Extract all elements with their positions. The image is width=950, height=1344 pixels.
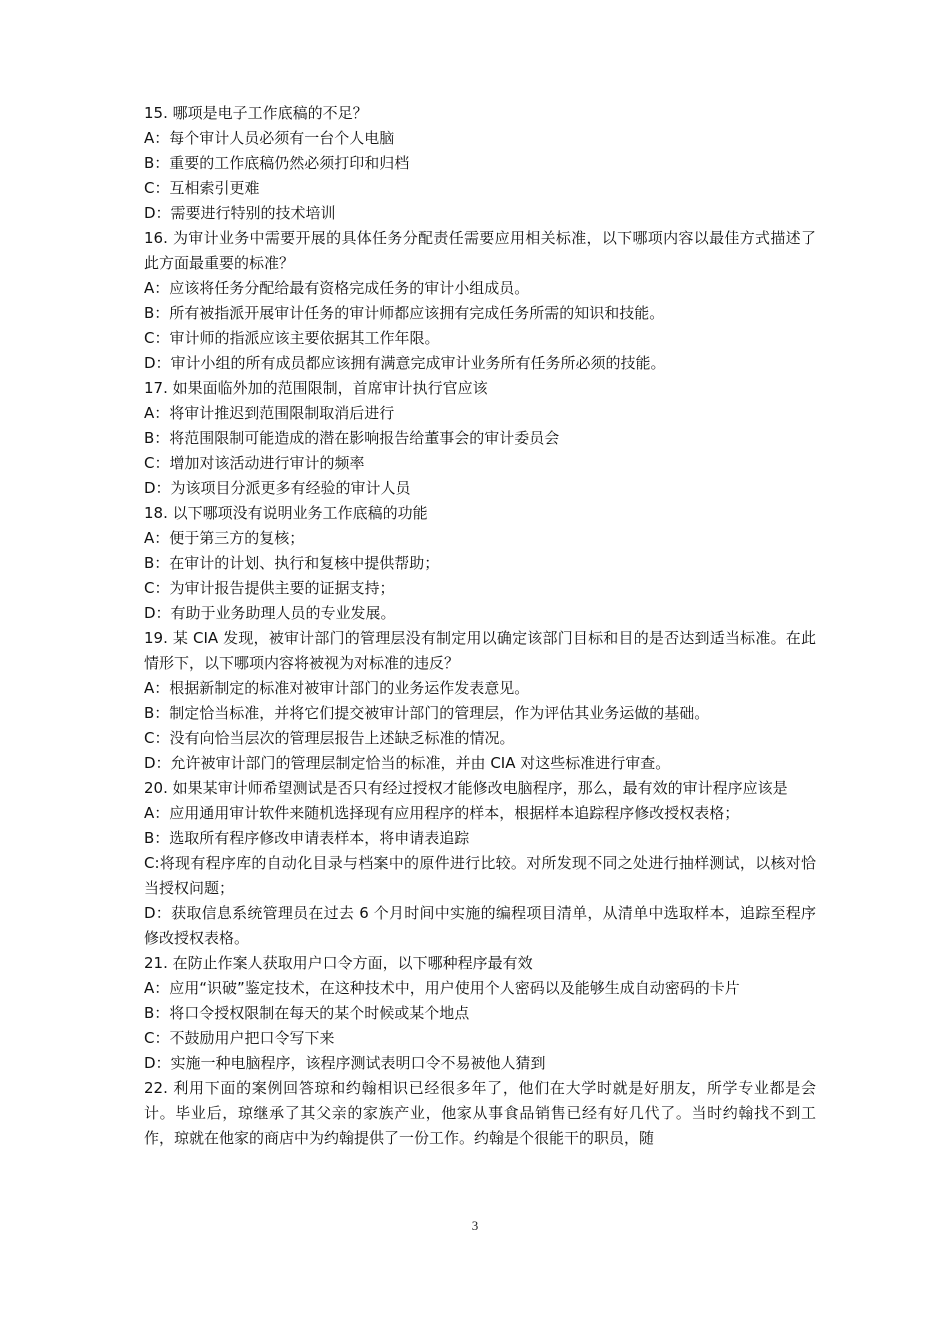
text-line: 16. 为审计业务中需要开展的具体任务分配责任需要应用相关标准，以下哪项内容以最佳方式描述了此方面最重要的标准？ [144, 229, 816, 272]
text-line: A：将审计推迟到范围限制取消后进行 [144, 404, 395, 422]
text-line: C：增加对该活动进行审计的频率 [144, 454, 365, 472]
text-line: A：应用“识破”鉴定技术，在这种技术中，用户使用个人密码以及能够生成自动密码的卡片 [144, 979, 740, 997]
text-line: A：应该将任务分配给最有资格完成任务的审计小组成员。 [144, 279, 530, 297]
text-line: 19. 某 CIA 发现，被审计部门的管理层没有制定用以确定该部门目标和目的是否达到适当标准。在此情形下，以下哪项内容将被视为对标准的违反？ [144, 629, 816, 672]
text-line: C：为审计报告提供主要的证据支持； [144, 579, 395, 597]
text-line: A：便于第三方的复核； [144, 529, 305, 547]
text-line: C:将现有程序库的自动化目录与档案中的原件进行比较。对所发现不同之处进行抽样测试，以核对恰当授权问题； [144, 854, 816, 897]
text-line: 21. 在防止作案人获取用户口令方面，以下哪种程序最有效 [144, 954, 533, 972]
text-line: A：根据新制定的标准对被审计部门的业务运作发表意见。 [144, 679, 530, 697]
text-line: C：不鼓励用户把口令写下来 [144, 1029, 335, 1047]
text-line: A：每个审计人员必须有一台个人电脑 [144, 129, 395, 147]
text-line: A：应用通用审计软件来随机选择现有应用程序的样本，根据样本追踪程序修改授权表格； [144, 804, 740, 822]
text-line: D：需要进行特别的技术培训 [144, 204, 336, 222]
text-line: 20. 如果某审计师希望测试是否只有经过授权才能修改电脑程序，那么，最有效的审计程序应该是 [144, 779, 788, 797]
text-line: D：允许被审计部门的管理层制定恰当的标准，并由 CIA 对这些标准进行审查。 [144, 754, 671, 772]
text-line: D：审计小组的所有成员都应该拥有满意完成审计业务所有任务所必须的技能。 [144, 354, 666, 372]
text-line: 15. 哪项是电子工作底稿的不足？ [144, 104, 368, 122]
text-line: 22. 利用下面的案例回答琼和约翰相识已经很多年了，他们在大学时就是好朋友，所学专业都是会计。毕业后，琼继承了其父亲的家族产业，他家从事食品销售已经有好几代了。当时约翰找不到工作，琼就在他家的商店中为约翰提供了一份工作。约翰是个很能干的职员，随 [144, 1079, 816, 1147]
text-line: D：有助于业务助理人员的专业发展。 [144, 604, 396, 622]
text-line: B：选取所有程序修改申请表样本，将申请表追踪 [144, 829, 470, 847]
text-line: B：将口令授权限制在每天的某个时候或某个地点 [144, 1004, 470, 1022]
text-line: 17. 如果面临外加的范围限制，首席审计执行官应该 [144, 379, 488, 397]
text-line: D：为该项目分派更多有经验的审计人员 [144, 479, 411, 497]
text-line: B：将范围限制可能造成的潜在影响报告给董事会的审计委员会 [144, 429, 560, 447]
text-line: C：审计师的指派应该主要依据其工作年限。 [144, 329, 440, 347]
text-line: 18. 以下哪项没有说明业务工作底稿的功能 [144, 504, 428, 522]
text-line: B：所有被指派开展审计任务的审计师都应该拥有完成任务所需的知识和技能。 [144, 304, 665, 322]
page-number: 3 [471, 1218, 479, 1233]
text-line: D：获取信息系统管理员在过去 6 个月时间中实施的编程项目清单，从清单中选取样本，追踪至程序修改授权表格。 [144, 904, 816, 947]
text-line: D：实施一种电脑程序，该程序测试表明口令不易被他人猜到 [144, 1054, 546, 1072]
text-line: B：重要的工作底稿仍然必须打印和归档 [144, 154, 410, 172]
text-line: C：没有向恰当层次的管理层报告上述缺乏标准的情况。 [144, 729, 515, 747]
text-line: C：互相索引更难 [144, 179, 260, 197]
document-body [144, 101, 816, 1151]
text-line: B：在审计的计划、执行和复核中提供帮助； [144, 554, 440, 572]
text-line: B：制定恰当标准，并将它们提交被审计部门的管理层，作为评估其业务运做的基础。 [144, 704, 710, 722]
